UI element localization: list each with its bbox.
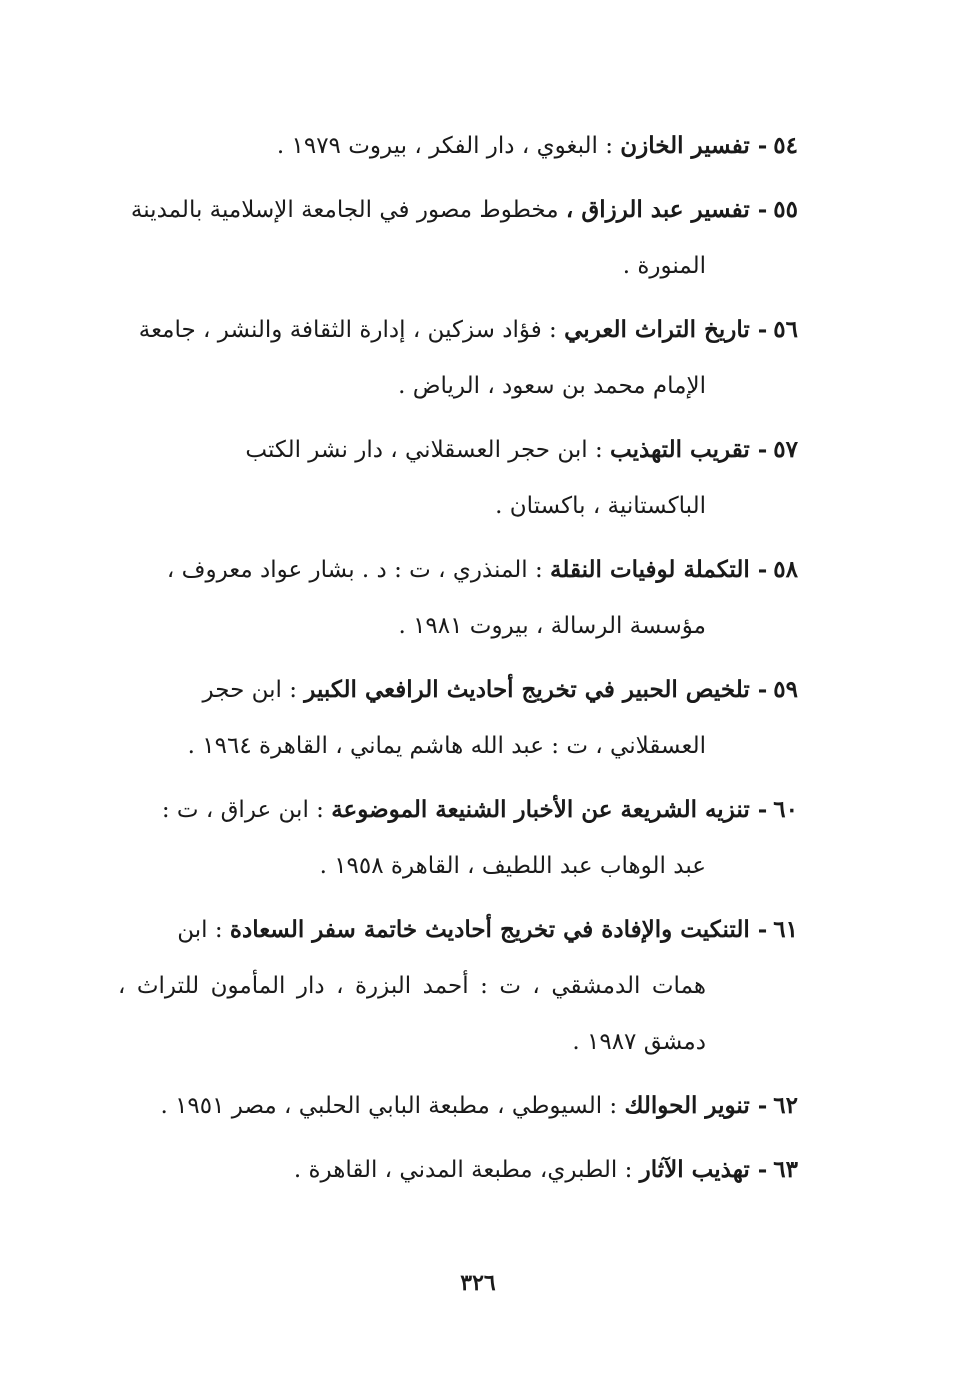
- bibliography-entry: ٦٠-تنزيه الشريعة عن الأخبار الشنيعة الموضوعة : ابن عراق ، ت : عبد الوهاب عبد اللطيف ، القاهرة ١٩٥٨ .: [118, 782, 798, 894]
- entry-title: تاريخ التراث العربي: [564, 316, 750, 343]
- bibliography-entry: ٥٦-تاريخ التراث العربي : فؤاد سزكين ، إدارة الثقافة والنشر ، جامعة الإمام محمد بن سعود ، الرياض .: [118, 302, 798, 414]
- entry-continuation: الباكستانية ، باكستان .: [495, 493, 706, 519]
- bibliography-entry: ٥٥-تفسير عبد الرزاق ، مخطوط مصور في الجامعة الإسلامية بالمدينة المنورة .: [118, 182, 798, 294]
- bibliography-entry: ٥٩-تلخيص الحبير في تخريج أحاديث الرافعي الكبير : ابن حجر العسقلاني ، ت : عبد الله هاشم يماني ، القاهرة ١٩٦٤ .: [118, 662, 798, 774]
- entry-number: ٥٨: [773, 556, 798, 583]
- entry-details: : فؤاد سزكين ، إدارة الثقافة والنشر ، جامعة: [138, 317, 557, 343]
- entry-number: ٥٦: [773, 316, 798, 343]
- entry-number: ٦١: [773, 916, 798, 943]
- bibliography-entry: ٦٣-تهذيب الآثار : الطبري، مطبعة المدني ، القاهرة .: [293, 1156, 798, 1183]
- entry-details: : ابن حجر: [202, 677, 297, 703]
- entry-title: تفسير الخازن: [620, 132, 750, 159]
- entry-title: تقريب التهذيب: [610, 436, 750, 463]
- entry-continuation: عبد الوهاب عبد اللطيف ، القاهرة ١٩٥٨ .: [319, 853, 706, 879]
- entry-title: تهذيب الآثار: [639, 1156, 750, 1183]
- entry-details: : البغوي ، دار الفكر ، بيروت ١٩٧٩ .: [276, 133, 613, 159]
- entry-continuation: همات الدمشقي ، ت : أحمد البزرة ، دار المأمون للتراث ، دمشق ١٩٨٧ .: [118, 973, 706, 1055]
- entry-title: التنكيت والإفادة في تخريج أحاديث خاتمة سفر السعادة: [229, 916, 750, 943]
- entry-continuation: مؤسسة الرسالة ، بيروت ١٩٨١ .: [398, 613, 706, 639]
- entry-number: ٦٢: [773, 1092, 798, 1119]
- entry-title: تنزيه الشريعة عن الأخبار الشنيعة الموضوعة: [331, 796, 750, 823]
- bibliography-list: [118, 118, 798, 1206]
- entry-details: : المنذري ، ت : د . بشار عواد معروف ،: [166, 557, 543, 583]
- bibliography-entry: ٥٨-التكملة لوفيات النقلة : المنذري ، ت : د . بشار عواد معروف ، مؤسسة الرسالة ، بيروت ١٩٨١ .: [118, 542, 798, 654]
- entry-details: : ابن: [177, 917, 223, 943]
- bibliography-entry: ٥٧-تقريب التهذيب : ابن حجر العسقلاني ، دار نشر الكتب الباكستانية ، باكستان .: [118, 422, 798, 534]
- entry-title: تلخيص الحبير في تخريج أحاديث الرافعي الكبير: [304, 676, 750, 703]
- entry-details: مخطوط مصور في الجامعة الإسلامية بالمدينة: [130, 197, 559, 223]
- bibliography-entry: ٥٤-تفسير الخازن : البغوي ، دار الفكر ، بيروت ١٩٧٩ .: [276, 132, 798, 159]
- entry-number: ٥٥: [773, 196, 798, 223]
- bibliography-entry: ٦٢-تنوير الحوالك : السيوطي ، مطبعة البابي الحلبي ، مصر ١٩٥١ .: [160, 1092, 798, 1119]
- entry-details: : السيوطي ، مطبعة البابي الحلبي ، مصر ١٩٥١ .: [160, 1093, 618, 1119]
- entry-number: ٦٣: [773, 1156, 798, 1183]
- entry-continuation: الإمام محمد بن سعود ، الرياض .: [398, 373, 706, 399]
- entry-number: ٦٠: [773, 796, 798, 823]
- entry-details: : ابن حجر العسقلاني ، دار نشر الكتب: [245, 437, 603, 463]
- entry-details: : الطبري، مطبعة المدني ، القاهرة .: [293, 1157, 633, 1183]
- entry-details: : ابن عراق ، ت :: [161, 797, 324, 823]
- entry-title: تفسير عبد الرزاق ،: [565, 196, 750, 223]
- entry-number: ٥٤: [773, 132, 798, 159]
- page-number: ٣٢٦: [460, 1270, 496, 1296]
- entry-continuation: المنورة .: [622, 253, 706, 279]
- entry-title: التكملة لوفيات النقلة: [550, 556, 750, 583]
- entry-title: تنوير الحوالك: [624, 1092, 750, 1119]
- entry-number: ٥٧: [773, 436, 798, 463]
- bibliography-entry: ٦١-التنكيت والإفادة في تخريج أحاديث خاتمة سفر السعادة : ابن همات الدمشقي ، ت : أحمد البزرة ، دار المأمون للتراث ، دمشق ١٩٨٧ .: [118, 902, 798, 1070]
- entry-continuation: العسقلاني ، ت : عبد الله هاشم يماني ، القاهرة ١٩٦٤ .: [187, 733, 706, 759]
- entry-number: ٥٩: [773, 676, 798, 703]
